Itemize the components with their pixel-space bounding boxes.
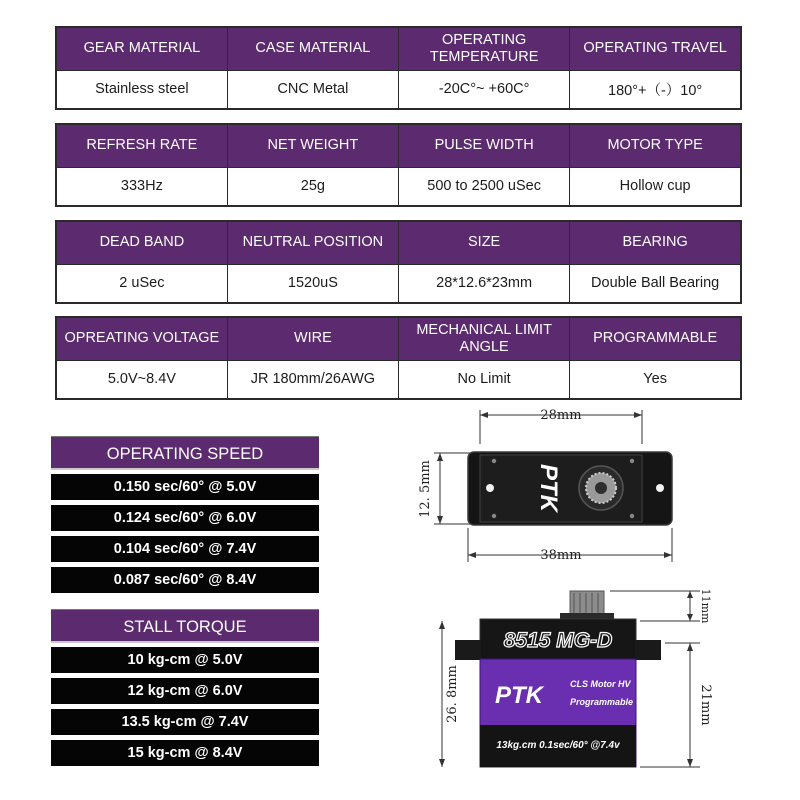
mount-hole-icon bbox=[486, 484, 494, 492]
spec-header: MECHANICAL LIMIT ANGLE bbox=[399, 317, 570, 360]
arrow-icon bbox=[439, 621, 445, 629]
spec-value: Yes bbox=[570, 360, 741, 399]
arrow-icon bbox=[437, 453, 443, 461]
spec-header: PULSE WIDTH bbox=[399, 124, 570, 167]
spec-header: SIZE bbox=[399, 221, 570, 264]
spec-header: GEAR MATERIAL bbox=[56, 27, 227, 70]
spec-value: 28*12.6*23mm bbox=[399, 264, 570, 303]
spec-value: CNC Metal bbox=[227, 70, 398, 109]
height-label: 12. 5mm bbox=[418, 460, 433, 518]
spec-table-4 bbox=[55, 316, 742, 400]
spec-value: Stainless steel bbox=[56, 70, 227, 109]
arrow-icon bbox=[468, 552, 476, 558]
stall-torque-row: 10 kg-cm @ 5.0V bbox=[51, 647, 319, 673]
spec-header: OPREATING VOLTAGE bbox=[56, 317, 227, 360]
arrow-icon bbox=[687, 591, 693, 598]
spec-header: PROGRAMMABLE bbox=[570, 317, 741, 360]
operating-speed-panel bbox=[51, 436, 319, 593]
model-label: 8515 MG-D bbox=[503, 629, 613, 652]
mount-hole-icon bbox=[656, 484, 664, 492]
spec-value: Hollow cup bbox=[570, 167, 741, 206]
spec-header: NEUTRAL POSITION bbox=[227, 221, 398, 264]
screw-icon bbox=[492, 459, 496, 463]
spec-value: 500 to 2500 uSec bbox=[399, 167, 570, 206]
spec-table-1 bbox=[55, 26, 742, 110]
spec-value: Double Ball Bearing bbox=[570, 264, 741, 303]
ptk-logo: PTK bbox=[495, 682, 543, 709]
operating-speed-title: OPERATING SPEED bbox=[51, 436, 319, 470]
spec-header: WIRE bbox=[227, 317, 398, 360]
spline-hole-icon bbox=[595, 482, 607, 494]
height-right-label: 21mm bbox=[698, 684, 713, 726]
arrow-icon bbox=[634, 412, 642, 418]
stall-torque-row: 13.5 kg-cm @ 7.4V bbox=[51, 709, 319, 735]
operating-speed-row: 0.087 sec/60° @ 8.4V bbox=[51, 567, 319, 593]
width-top-label: 28mm bbox=[540, 408, 582, 423]
spec-header: REFRESH RATE bbox=[56, 124, 227, 167]
arrow-icon bbox=[687, 759, 693, 767]
arrow-icon bbox=[664, 552, 672, 558]
spline-height-label: 11mm bbox=[699, 588, 712, 624]
spec-header: MOTOR TYPE bbox=[570, 124, 741, 167]
height-left-label: 26. 8mm bbox=[445, 665, 460, 723]
spec-header: DEAD BAND bbox=[56, 221, 227, 264]
arrow-icon bbox=[480, 412, 488, 418]
programmable-subtitle: Programmable bbox=[570, 697, 634, 707]
spec-header: BEARING bbox=[570, 221, 741, 264]
operating-speed-row: 0.124 sec/60° @ 6.0V bbox=[51, 505, 319, 531]
stall-torque-title: STALL TORQUE bbox=[51, 609, 319, 643]
servo-side-view-diagram bbox=[420, 585, 720, 790]
spec-header: OPERATING TRAVEL bbox=[570, 27, 741, 70]
width-bottom-label: 38mm bbox=[540, 548, 582, 563]
spec-value: 333Hz bbox=[56, 167, 227, 206]
arrow-icon bbox=[439, 759, 445, 767]
spec-table-3 bbox=[55, 220, 742, 304]
spec-value: 180°+（-）10° bbox=[570, 70, 741, 109]
spec-value: No Limit bbox=[399, 360, 570, 399]
ptk-logo: PTK bbox=[535, 464, 562, 512]
operating-speed-row: 0.104 sec/60° @ 7.4V bbox=[51, 536, 319, 562]
spec-header: NET WEIGHT bbox=[227, 124, 398, 167]
spec-table-2 bbox=[55, 123, 742, 207]
stall-torque-row: 12 kg-cm @ 6.0V bbox=[51, 678, 319, 704]
screw-icon bbox=[630, 514, 634, 518]
arrow-icon bbox=[687, 643, 693, 651]
spec-value: 25g bbox=[227, 167, 398, 206]
arrow-icon bbox=[437, 516, 443, 524]
stall-torque-panel bbox=[51, 609, 319, 766]
screw-icon bbox=[630, 459, 634, 463]
spec-value: JR 180mm/26AWG bbox=[227, 360, 398, 399]
screw-icon bbox=[492, 514, 496, 518]
arrow-icon bbox=[687, 614, 693, 621]
servo-top-view-diagram bbox=[400, 400, 720, 580]
mounting-ear-right bbox=[635, 640, 661, 660]
spec-value: 1520uS bbox=[227, 264, 398, 303]
operating-speed-row: 0.150 sec/60° @ 5.0V bbox=[51, 474, 319, 500]
spec-header: CASE MATERIAL bbox=[227, 27, 398, 70]
motor-subtitle: CLS Motor HV bbox=[570, 679, 631, 689]
spec-value: 2 uSec bbox=[56, 264, 227, 303]
stall-torque-row: 15 kg-cm @ 8.4V bbox=[51, 740, 319, 766]
spec-value: 5.0V~8.4V bbox=[56, 360, 227, 399]
spec-header: OPERATING TEMPERATURE bbox=[399, 27, 570, 70]
spec-line-label: 13kg.cm 0.1sec/60° @7.4v bbox=[496, 740, 620, 751]
spec-value: -20C°~ +60C° bbox=[399, 70, 570, 109]
mounting-ear-left bbox=[455, 640, 481, 660]
